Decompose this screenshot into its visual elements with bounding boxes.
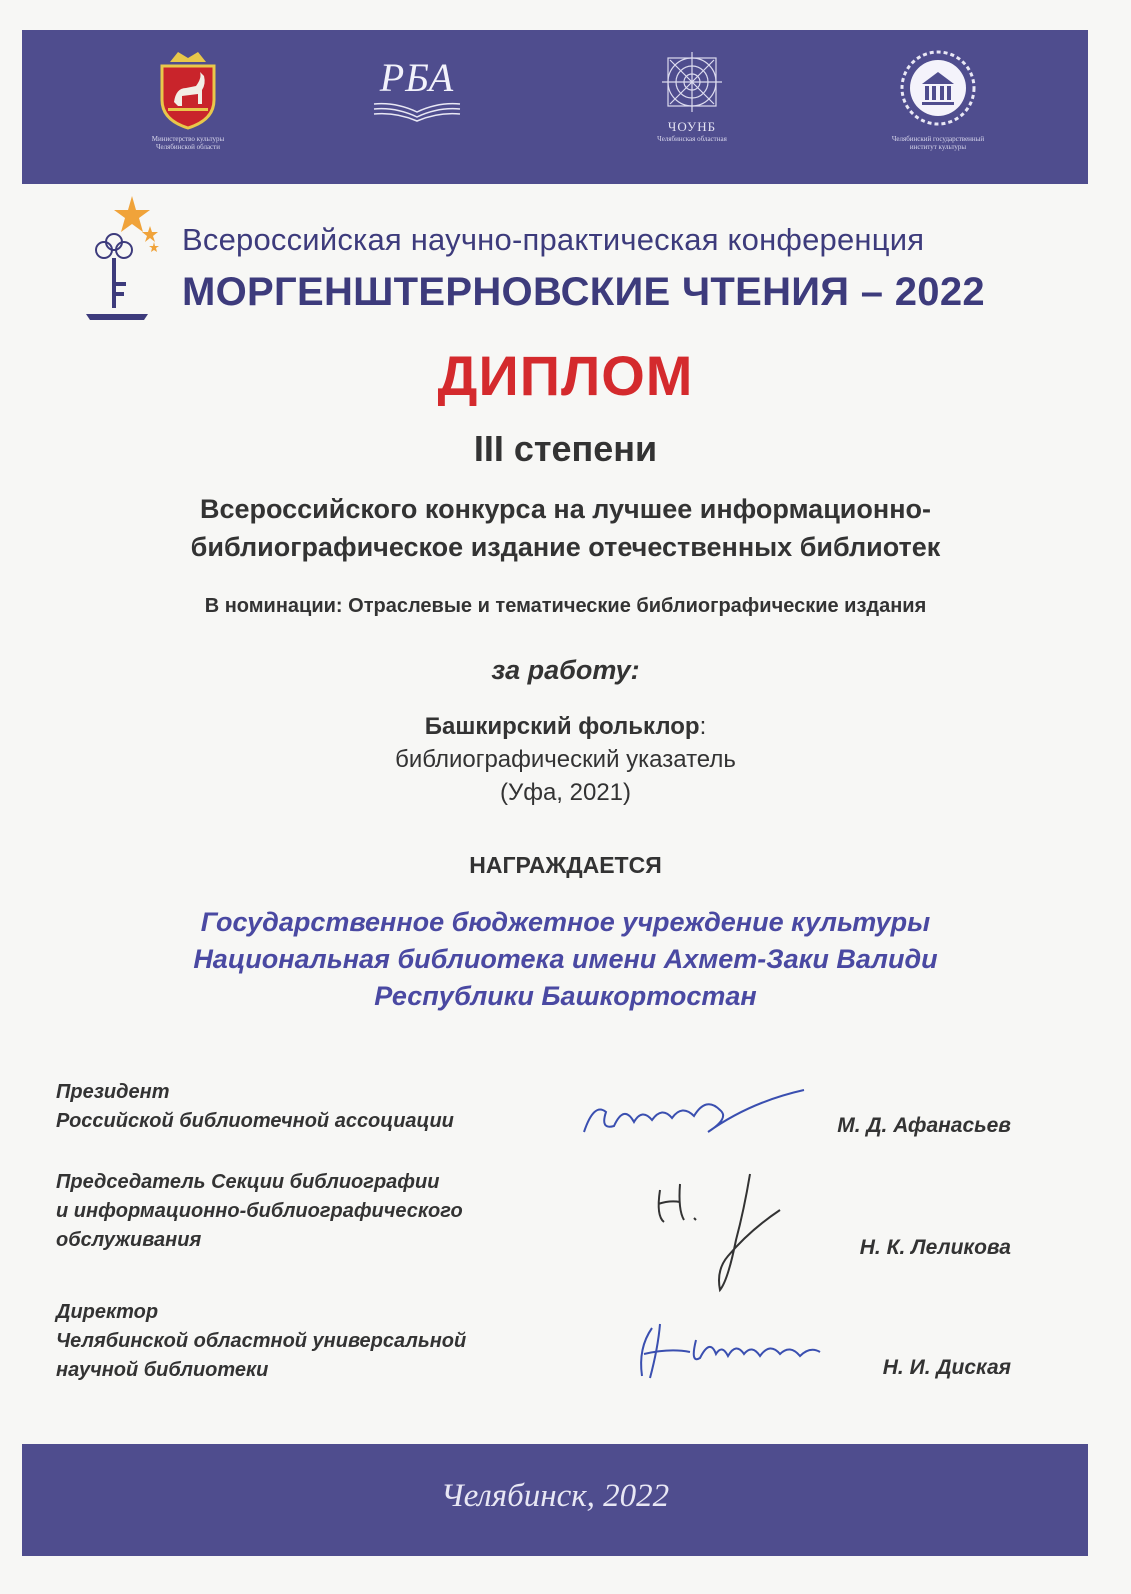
signer-1-role [56,1078,454,1136]
institute-caption: Челябинский государственный институт культуры [891,135,985,151]
signer-3-role [56,1298,466,1385]
chounb-logo [637,50,747,143]
contest-description [0,490,1131,566]
diploma-degree: III степени [473,428,658,469]
work-title-colon: : [699,713,707,740]
rba-text: РБА [379,55,455,100]
recipient [0,904,1131,1015]
conference-emblem [84,196,164,331]
recipient-line-2: Национальная библиотека имени Ахмет-Заки Валиди [193,944,938,974]
recipient-line-3: Республики Башкортостан [374,981,757,1011]
laurel-building-icon [896,46,980,130]
signer-1-name: М. Д. Афанасьев [837,1114,1011,1137]
contest-line-2: библиографическое издание отечественных библиотек [190,532,941,562]
footer-banner [22,1444,1088,1556]
signer-3-role-line-2: Челябинской областной универсальной [56,1330,467,1352]
signer-2-role-line-3: обслуживания [56,1229,202,1251]
work-place: (Уфа, 2021) [499,779,632,806]
coat-of-arms-caption: Министерство культуры Челябинской области [151,135,225,151]
footer-city: Челябинск, 2022 [440,1478,670,1514]
chounb-text: ЧОУНБ [667,119,717,134]
work-title [0,710,1131,743]
signer-1-role-line-2: Российской библиотечной ассоциации [56,1110,454,1132]
star-pattern-icon [660,50,724,114]
open-book-icon [372,100,462,122]
conference-name: МОРГЕНШТЕРНОВСКИЕ ЧТЕНИЯ – 2022 [182,270,985,314]
work-title-bold: Башкирский фольклор [424,713,700,740]
work-subtitle: библиографический указатель [395,746,736,773]
nomination: В номинации: Отраслевые и тематические библиографические издания [204,595,927,617]
conference-title: Всероссийская научно-практическая конференция [182,222,925,257]
awarded-label: НАГРАЖДАЕТСЯ [469,852,662,878]
work-title-block [0,710,1131,809]
for-work-label: за работу: [491,655,640,685]
chounb-caption: Челябинская областная [657,135,727,143]
recipient-line-1: Государственное бюджетное учреждение культуры [200,907,931,937]
signer-1-role-line-1: Президент [56,1081,170,1103]
key-star-icon [84,196,164,326]
signer-2-role-line-2: и информационно-библиографического [56,1200,463,1222]
contest-line-1: Всероссийского конкурса на лучшее информационно- [199,494,931,524]
header-banner [22,30,1088,184]
rba-logo [357,56,477,127]
signer-2-role-line-1: Председатель Секции библиографии [56,1171,440,1193]
shield-icon [156,48,220,130]
coat-of-arms-logo [138,48,238,151]
signer-3-role-line-3: научной библиотеки [56,1359,269,1381]
signer-3-name: Н. И. Диская [882,1356,1011,1379]
diploma-title: ДИПЛОМ [437,344,694,407]
signer-3-role-line-1: Директор [56,1301,159,1323]
signer-2-name: Н. К. Леликова [859,1236,1011,1259]
signature-2 [640,1170,790,1300]
institute-logo [878,46,998,151]
signer-2-role [56,1168,463,1255]
